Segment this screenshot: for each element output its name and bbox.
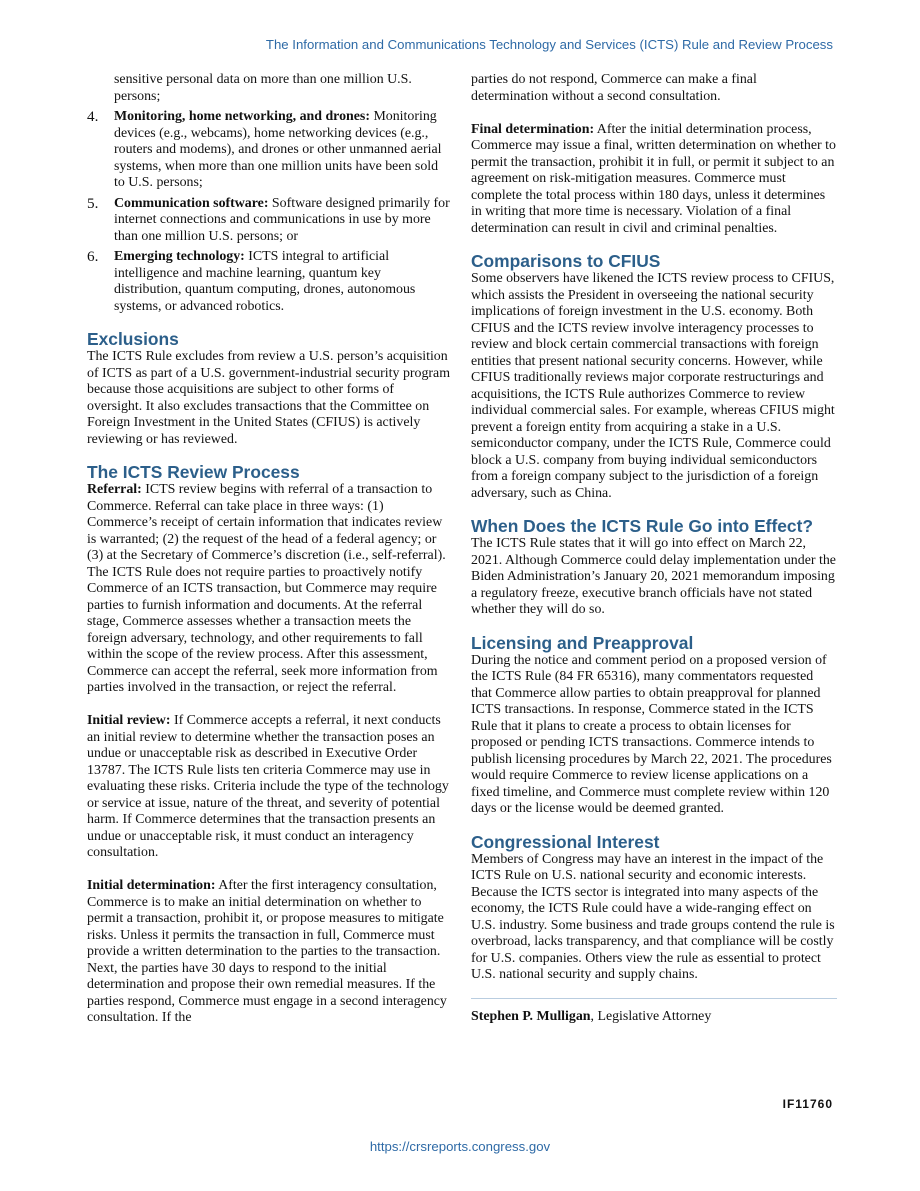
list-item-text: Monitoring devices (e.g., webcams), home networking devices (e.g., routers and modems), and drones or other unmanned aerial systems, when more than one million units have been sold to U.S. persons; <box>114 109 442 190</box>
final-determination-paragraph: Final determination: After the initial determination process, Commerce may issue a final, written determination on whether to permit the transaction, prohibit it in full, or permit it subject to an agreement on risk-mitigation measures. Commerce must complete the total process within 180 days, unless it determines in writing that more time is necessary. Violation of a final determination can result in civil and criminal penalties. <box>471 121 836 236</box>
footer-link[interactable]: https://crsreports.congress.gov <box>369 1139 551 1154</box>
list-number: 6. <box>87 248 99 265</box>
section-heading-congress: Congressional Interest <box>471 831 660 852</box>
right-column <box>471 72 837 1025</box>
list-item <box>87 196 450 246</box>
list-item <box>87 109 450 192</box>
report-id: IF11760 <box>782 1097 833 1111</box>
list-item-text: ICTS integral to artificial intelligence and machine learning, quantum key distribution, quantum computing, drones, autonomous systems, or advanced robotics. <box>114 249 416 314</box>
effect-text: The ICTS Rule states that it will go into effect on March 22, 2021. Although Commerce could delay implementation under the Biden Administration’s January 20, 2021 memorandum imposing a regulatory freeze, executive branch officials have not stated whether they will do so. <box>471 536 836 617</box>
list-number: 5. <box>87 194 99 212</box>
list-item-lead: Emerging technology: <box>114 249 245 264</box>
referral-paragraph: Referral: ICTS review begins with referral of a transaction to Commerce. Referral can take place in three ways: (1) Commerce’s receipt of certain information that indicates review is warranted; (2) the request of the head of a federal agency; or (3) at the Secretary of Commerce’s discretion (i.e., self-referral). The ICTS Rule does not require parties to proactively notify Commerce of an ICTS transaction, but Commerce may require parties to furnish information and documents. At the referral stage, Commerce assesses whether a transaction meets the foreign adversary, technology, and other requirements to fall within the scope of the review process. After this assessment, Commerce can accept the referral, seek more information from parties involved in the transaction, or reject the referral. <box>87 482 446 695</box>
section-heading-cfius: Comparisons to CFIUS <box>471 251 661 271</box>
initial-determination-paragraph: Initial determination: After the first interagency consultation, Commerce is to make an initial determination on whether to permit a transaction, prohibit it, or propose measures to mitigate risks. Unless it permits the transaction in full, Commerce must provide a written determination to the parties to the transaction. Next, the parties have 30 days to respond to the initial determination and propose their own remedial measures. If the parties respond, Commerce must engage in a second interagency consultation. If the <box>87 878 447 1025</box>
section-heading-exclusions: Exclusions <box>87 329 179 349</box>
section-heading-effect: When Does the ICTS Rule Go into Effect? <box>471 516 814 536</box>
initial-review-paragraph: Initial review: If Commerce accepts a referral, it next conducts an initial review to determine whether the transaction poses an undue or unacceptable risk as described in Executive Order 13787. The ICTS Rule lists ten criteria Commerce may use in evaluating these risks. Criteria include the type of the technology or service at issue, nature of the threat, and severity of potential harm. If Commerce determines that the transaction presents an undue or unacceptable risk, it must conduct an interagency consultation. <box>87 713 449 860</box>
section-heading-review-process: The ICTS Review Process <box>87 462 300 482</box>
running-header: The Information and Communications Technology and Services (ICTS) Rule and Review Process <box>265 37 833 52</box>
author-title: , Legislative Attorney <box>590 1008 712 1024</box>
author-line <box>471 1009 837 1026</box>
list-item-continuation: sensitive personal data on more than one million U.S. persons; <box>114 72 412 104</box>
list-item-lead: Monitoring, home networking, and drones: <box>114 109 370 124</box>
section-heading-licensing: Licensing and Preapproval <box>471 632 694 653</box>
continuation-paragraph: parties do not respond, Commerce can make a final determination without a second consultation. <box>471 72 757 104</box>
referral-lead: Referral: <box>87 482 142 497</box>
list-item <box>87 249 450 315</box>
left-column <box>87 72 450 1027</box>
criteria-list <box>87 109 450 315</box>
list-item-text: Software designed primarily for internet connections and communications in use by more than one million U.S. persons; or <box>114 195 450 244</box>
list-number: 4. <box>87 108 99 125</box>
author-name: Stephen P. Mulligan <box>471 1008 591 1024</box>
congress-text: Members of Congress may have an interest in the impact of the ICTS Rule on U.S. national security and economic interests. Because the ICTS sector is integrated into many aspects of the economy, the ICTS Rule could have a wide-ranging effect on U.S. industry. Some business and trade groups contend the rule is overbroad, lacks transparency, and that compliance will be costly for U.S. companies. Others view the rule as essential to protect U.S. national security and supply chains. <box>471 851 835 982</box>
exclusions-text: The ICTS Rule excludes from review a U.S. person’s acquisition of ICTS as part of a U.S. government-industrial security program because those acquisitions are subject to other forms of oversight. It also excludes transactions that the Committee on Foreign Investment in the United States (CFIUS) is actively reviewing or has reviewed. <box>87 349 451 447</box>
author-divider <box>471 998 837 999</box>
initial-review-lead: Initial review: <box>87 713 171 728</box>
final-determination-lead: Final determination: <box>471 121 595 137</box>
list-item-lead: Communication software: <box>114 195 269 211</box>
cfius-text: Some observers have likened the ICTS review process to CFIUS, which assists the President in overseeing the national security implications of foreign investment in the U.S. economy. Both CFIUS and the ICTS review involve interagency processes to review and block certain commercial transactions with foreign entities that present national security concerns. However, while CFIUS traditionally reviews major corporate restructurings and acquisitions, the ICTS Rule authorizes Commerce to review individual commercial sales. For example, whereas CFIUS might prevent a foreign entity from acquiring a stake in a U.S. semiconductor company, under the ICTS Rule, Commerce could block a U.S. company from buying individual semiconductors from a foreign company subject to the jurisdiction of a foreign adversary, such as China. <box>471 271 835 501</box>
initial-determination-lead: Initial determination: <box>87 878 216 893</box>
licensing-text: During the notice and comment period on a proposed version of the ICTS Rule (84 FR 65316), many commentators requested that Commerce allow parties to obtain preapproval for planned ICTS transactions. In response, Commerce stated in the ICTS Rule that it plans to create a process to obtain licenses for proposed or pending ICTS transactions. Commerce intends to publish licensing procedures by March 22, 2021. The procedures would require Commerce to review license applications on a fixed timeline, and Commerce must complete review within 120 days or the license would be deemed granted. <box>471 652 832 816</box>
